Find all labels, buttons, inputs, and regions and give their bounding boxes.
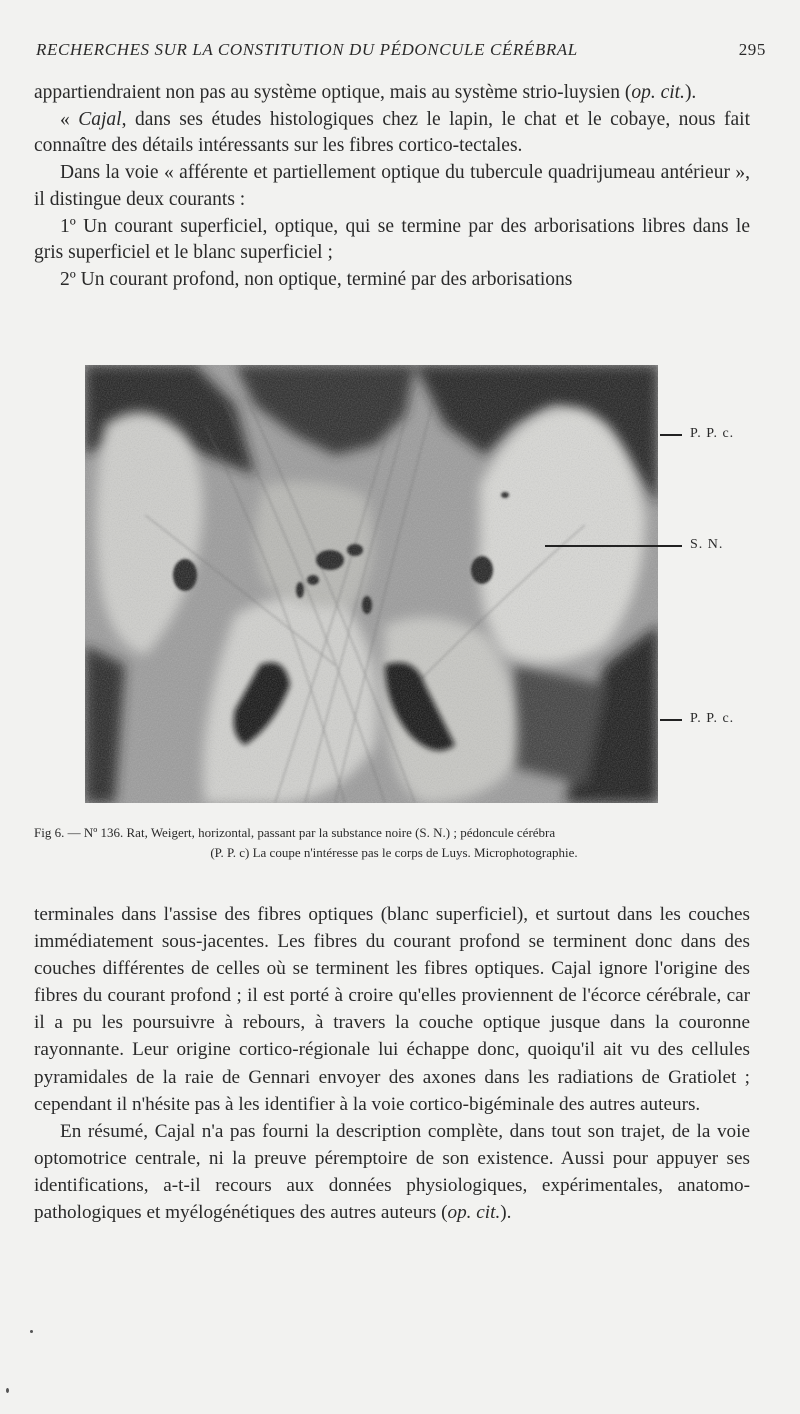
pointer-line-ppc-top xyxy=(660,434,682,436)
paper-speck xyxy=(6,1388,9,1393)
paragraph-7-text: En résumé, Cajal n'a pas fourni la description complète, dans tout son trajet, de la voie optomotrice centrale, ni la preuve péremptoire de son existence. Aussi pour appuyer ses identifications, a-t-il recours aux données physiologiques, expérimentales, anatomo-pathologiques et myélogénétiques des autres auteurs ( xyxy=(34,1120,750,1224)
paragraph-1-end: ). xyxy=(684,82,697,103)
label-ppc-bottom: P. P. c. xyxy=(690,711,735,726)
label-sn: S. N. xyxy=(690,537,724,552)
paragraph-3: Dans la voie « afférente et partiellement optique du tubercule quadrijumeau antérieur », il distingue deux courants : xyxy=(34,162,750,210)
bottom-text-block xyxy=(34,901,750,1226)
paragraph-5: 2º Un courant profond, non optique, terminé par des arborisations xyxy=(60,268,573,290)
running-head-title: RECHERCHES SUR LA CONSTITUTION DU PÉDONCULE CÉRÉBRAL xyxy=(36,40,578,59)
paragraph-2-quote: « xyxy=(60,108,79,130)
figure-caption xyxy=(34,823,754,863)
pointer-line-ppc-bottom xyxy=(660,719,682,721)
paragraph-4: 1º Un courant superficiel, optique, qui se termine par des arborisations libres dans le gris superficiel et le blanc superficiel ; xyxy=(34,215,750,264)
paragraph-7 xyxy=(34,1118,750,1226)
paragraph-7-reference: op. cit. xyxy=(447,1202,501,1224)
paragraph-7-end: ). xyxy=(500,1202,512,1224)
microphotograph-image xyxy=(85,365,658,803)
paragraph-2 xyxy=(34,107,750,160)
paper-speck xyxy=(30,1330,33,1333)
paragraph-1-text: appartiendraient non pas au système optique, mais au système strio-luysien ( xyxy=(34,82,632,103)
page-number: 295 xyxy=(738,40,766,59)
running-head xyxy=(36,40,766,66)
paragraph-2-name: Cajal xyxy=(78,108,122,130)
paragraph-2-text: , dans ses études histologiques chez le lapin, le chat et le cobaye, nous fait connaître des détails intéressants sur les fibres cortico-tectales. xyxy=(34,108,750,157)
pointer-line-sn xyxy=(545,545,682,547)
top-text-block xyxy=(34,80,750,294)
caption-line-1: Fig 6. — Nº 136. Rat, Weigert, horizontal, passant par la substance noire (S. N.) ; pédoncule cérébra xyxy=(34,825,556,840)
paragraph-6: terminales dans l'assise des fibres optiques (blanc superficiel), et surtout dans les couches immédiatement sous-jacentes. Les fibres du courant profond se terminent donc dans des couches différentes de celles où se terminent les fibres optiques. Cajal ignore l'origine des fibres du courant profond ; il est porté à croire qu'elles proviennent de l'écorce cérébrale, car il a pu les poursuivre à rebours, à travers la couche optique jusque dans la couronne rayonnante. Leur origine cortico-régionale lui échappe donc, quoiqu'il ait vu des cellules pyramidales de la raie de Gennari envoyer des axones dans les radiations de Gratiolet ; cependant il n'hésite pas à les identifier à la voie cortico-bigéminale des autres auteurs. xyxy=(34,904,750,1115)
paragraph-1-reference: op. cit. xyxy=(631,82,685,103)
caption-line-2: (P. P. c) La coupe n'intéresse pas le corps de Luys. Microphotographie. xyxy=(210,845,578,860)
paragraph-1 xyxy=(34,80,750,107)
label-ppc-top: P. P. c. xyxy=(690,426,735,441)
microphotograph xyxy=(85,365,658,803)
